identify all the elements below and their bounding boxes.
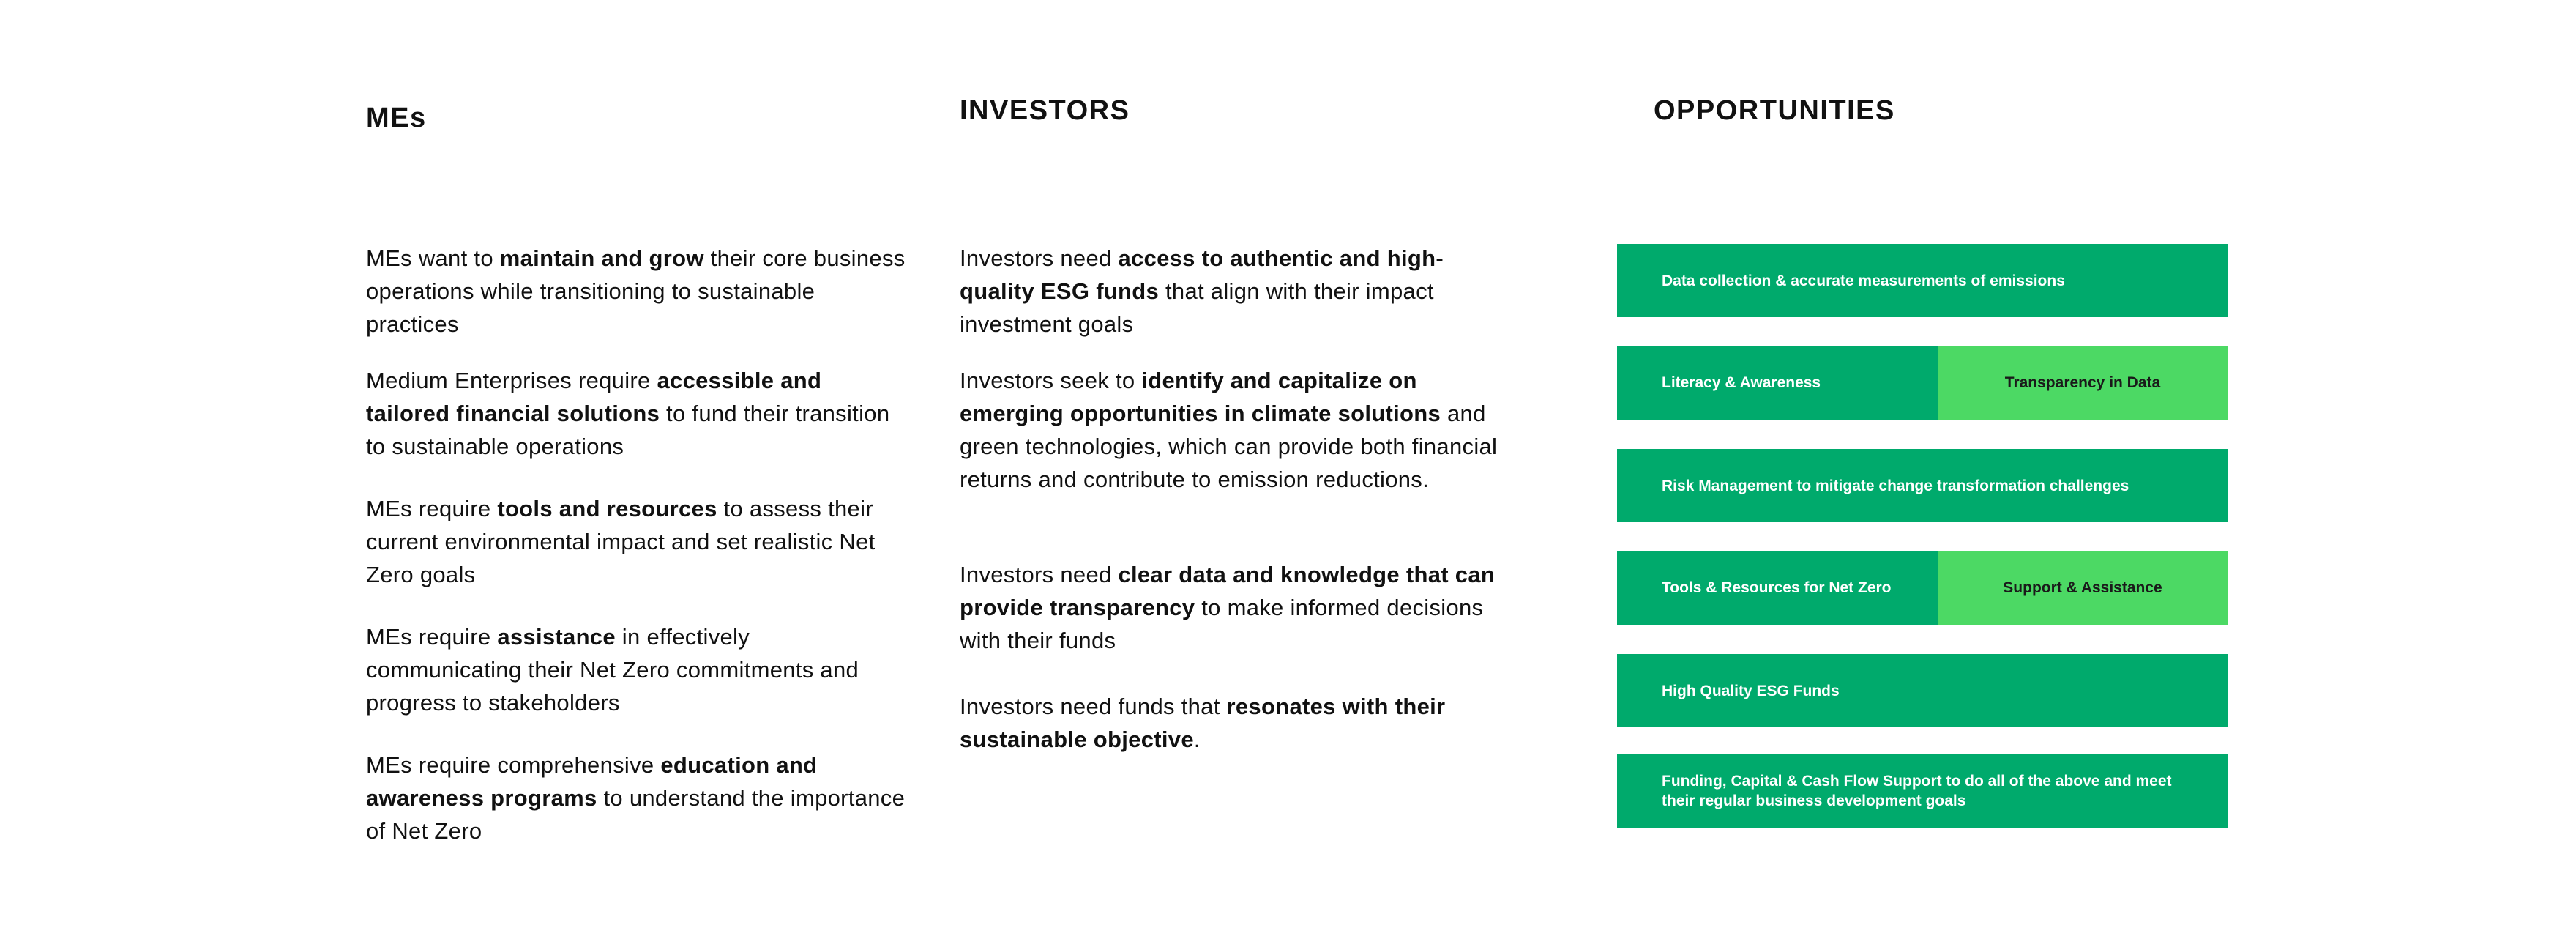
opportunity-label: Tools & Resources for Net Zero [1662,579,1892,596]
mes-paragraph: MEs require comprehensive education and awareness programs to understand the importance of Net Zero [366,752,906,844]
investors-paragraph: Investors need access to authentic and high-quality ESG funds that align with their impact investment goals [960,245,1444,337]
mes-paragraph: MEs require tools and resources to assess their current environmental impact and set realistic Net Zero goals [366,496,876,587]
opportunity-box-tools-support [1617,551,2228,625]
opportunity-box-literacy-transparency [1617,346,2228,420]
mes-paragraph: Medium Enterprises require accessible and tailored financial solutions to fund their transition to sustainable operations [366,368,890,459]
opportunity-box-risk-management [1617,449,2228,522]
opportunity-box-funding-capital [1617,754,2228,828]
opportunity-label: Risk Management to mitigate change transformation challenges [1662,477,2129,494]
opportunity-label: Funding, Capital & Cash Flow Support to do all of the above and meet their regular business development goals [1662,773,2172,809]
mes-paragraph: MEs require assistance in effectively communicating their Net Zero commitments and progress to stakeholders [366,624,859,716]
mes-heading: MEs [366,103,427,133]
opportunity-box-data-collection [1617,244,2228,317]
investors-heading: INVESTORS [960,95,1130,126]
opportunity-label-highlight: Support & Assistance [1938,551,2228,625]
opportunity-label-highlight: Transparency in Data [1938,346,2228,420]
opportunity-label: Data collection & accurate measurements of emissions [1662,272,2065,289]
opportunity-label: Literacy & Awareness [1662,374,1821,391]
opportunity-label: High Quality ESG Funds [1662,682,1840,699]
investors-paragraph: Investors seek to identify and capitalize on emerging opportunities in climate solutions and green technologies, which can provide both financial returns and contribute to emission reductions. [960,368,1498,492]
investors-paragraph: Investors need clear data and knowledge that can provide transparency to make informed decisions with their funds [960,562,1496,653]
investors-paragraph: Investors need funds that resonates with their sustainable objective. [960,694,1446,752]
mes-paragraph: MEs want to maintain and grow their core business operations while transitioning to sustainable practices [366,245,906,337]
opportunity-box-esg-funds [1617,654,2228,727]
opportunities-heading: OPPORTUNITIES [1654,95,1895,126]
